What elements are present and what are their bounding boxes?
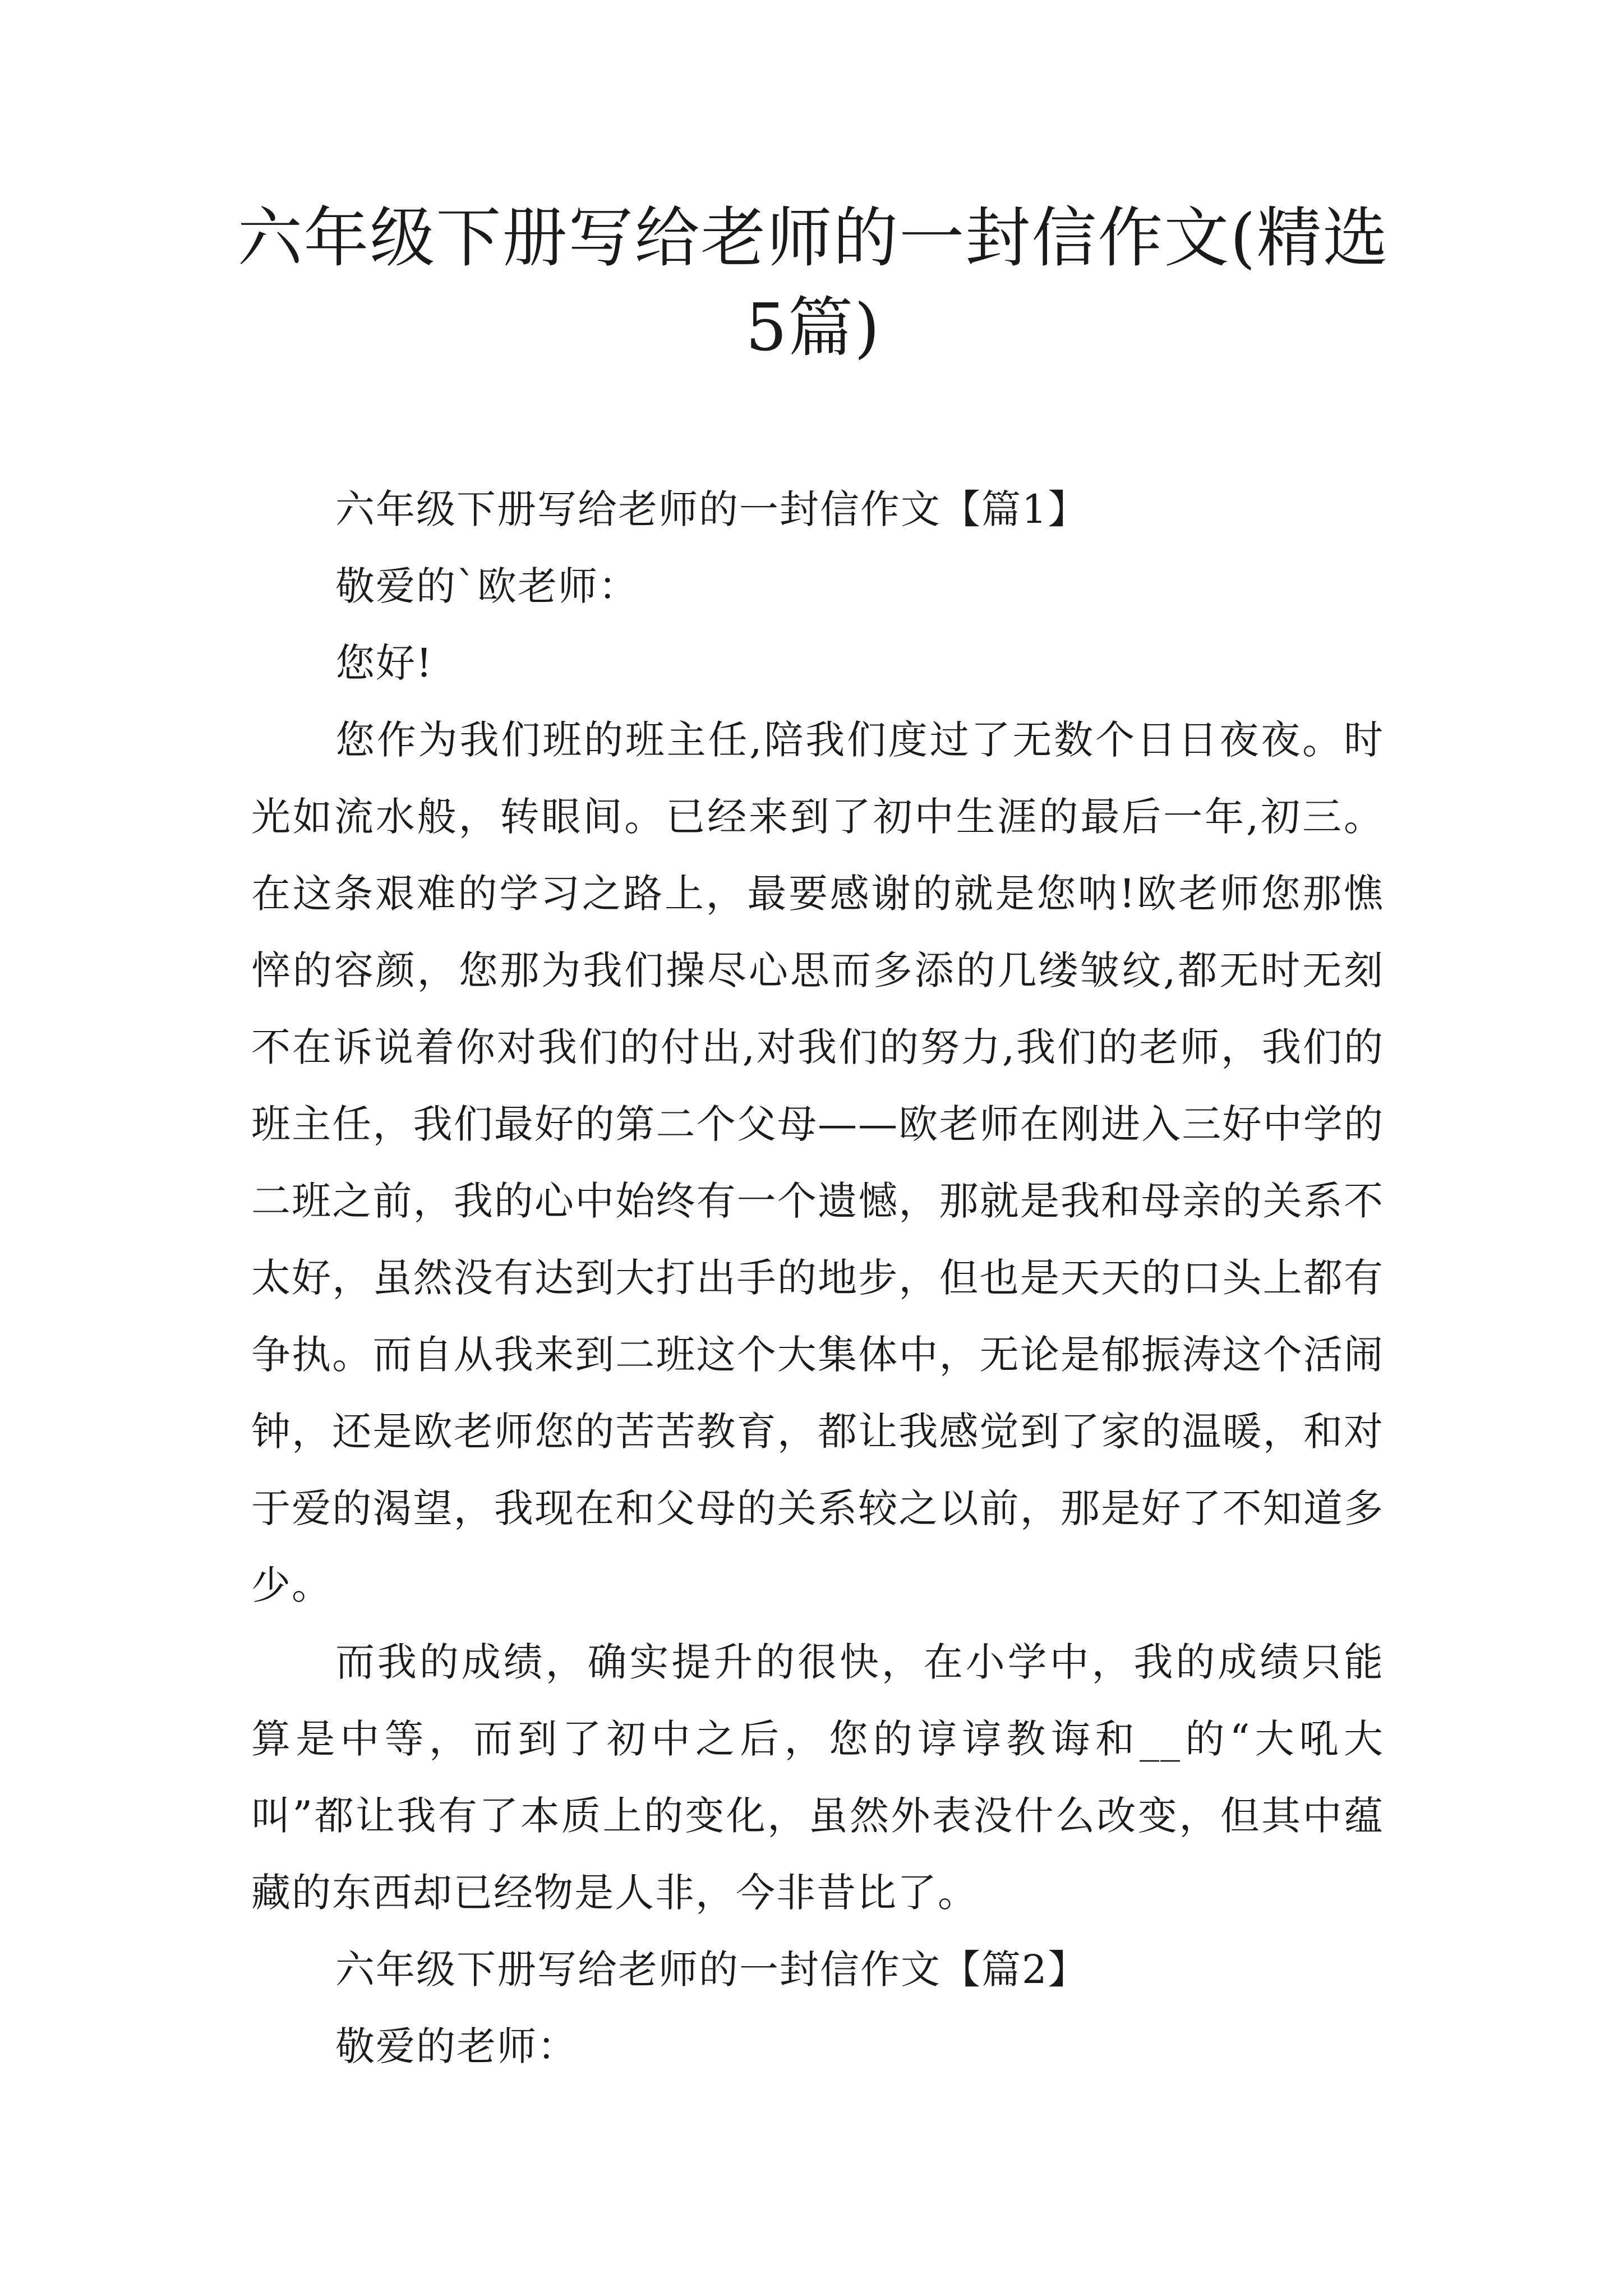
section-heading-2: 六年级下册写给老师的一封信作文【篇2】 [335,1947,1089,1993]
document-body [251,471,1384,2085]
greeting: 您好! [335,640,434,686]
body-paragraph-1: 您作为我们班的班主任,陪我们度过了无数个日日夜夜。时光如流水般，转眼间。已经来到了初中生涯的最后一年,初三。在这条艰难的学习之路上，最要感谢的就是您呐!欧老师您那憔悴的容颜，您那为我们操尽心思而多添的几缕皱纹,都无时无刻不在诉说着你对我们的付出,对我们的努力,我们的老师，我们的班主任，我们最好的第二个父母——欧老师在刚进入三好中学的二班之前，我的心中始终有一个遗憾，那就是我和母亲的关系不太好，虽然没有达到大打出手的地步，但也是天天的口头上都有争执。而自从我来到二班这个大集体中，无论是郁振涛这个活闹钟，还是欧老师您的苦苦教育，都让我感觉到了家的温暖，和对于爱的渴望，我现在和父母的关系较之以前，那是好了不知道多少。 [251,717,1384,1608]
salutation-2: 敬爱的老师： [335,2023,578,2069]
section-heading-1: 六年级下册写给老师的一封信作文【篇1】 [335,486,1089,532]
body-paragraph-2: 而我的成绩，确实提升的很快，在小学中，我的成绩只能算是中等，而到了初中之后，您的谆谆教诲和__的“大吼大叫”都让我有了本质上的变化，虽然外表没什么改变，但其中蕴藏的东西却已经物是人非，今非昔比了。 [251,1639,1384,1916]
document-title: 六年级下册写给老师的一封信作文(精选5篇) [237,200,1389,366]
salutation-1: 敬爱的`欧老师： [335,563,639,609]
